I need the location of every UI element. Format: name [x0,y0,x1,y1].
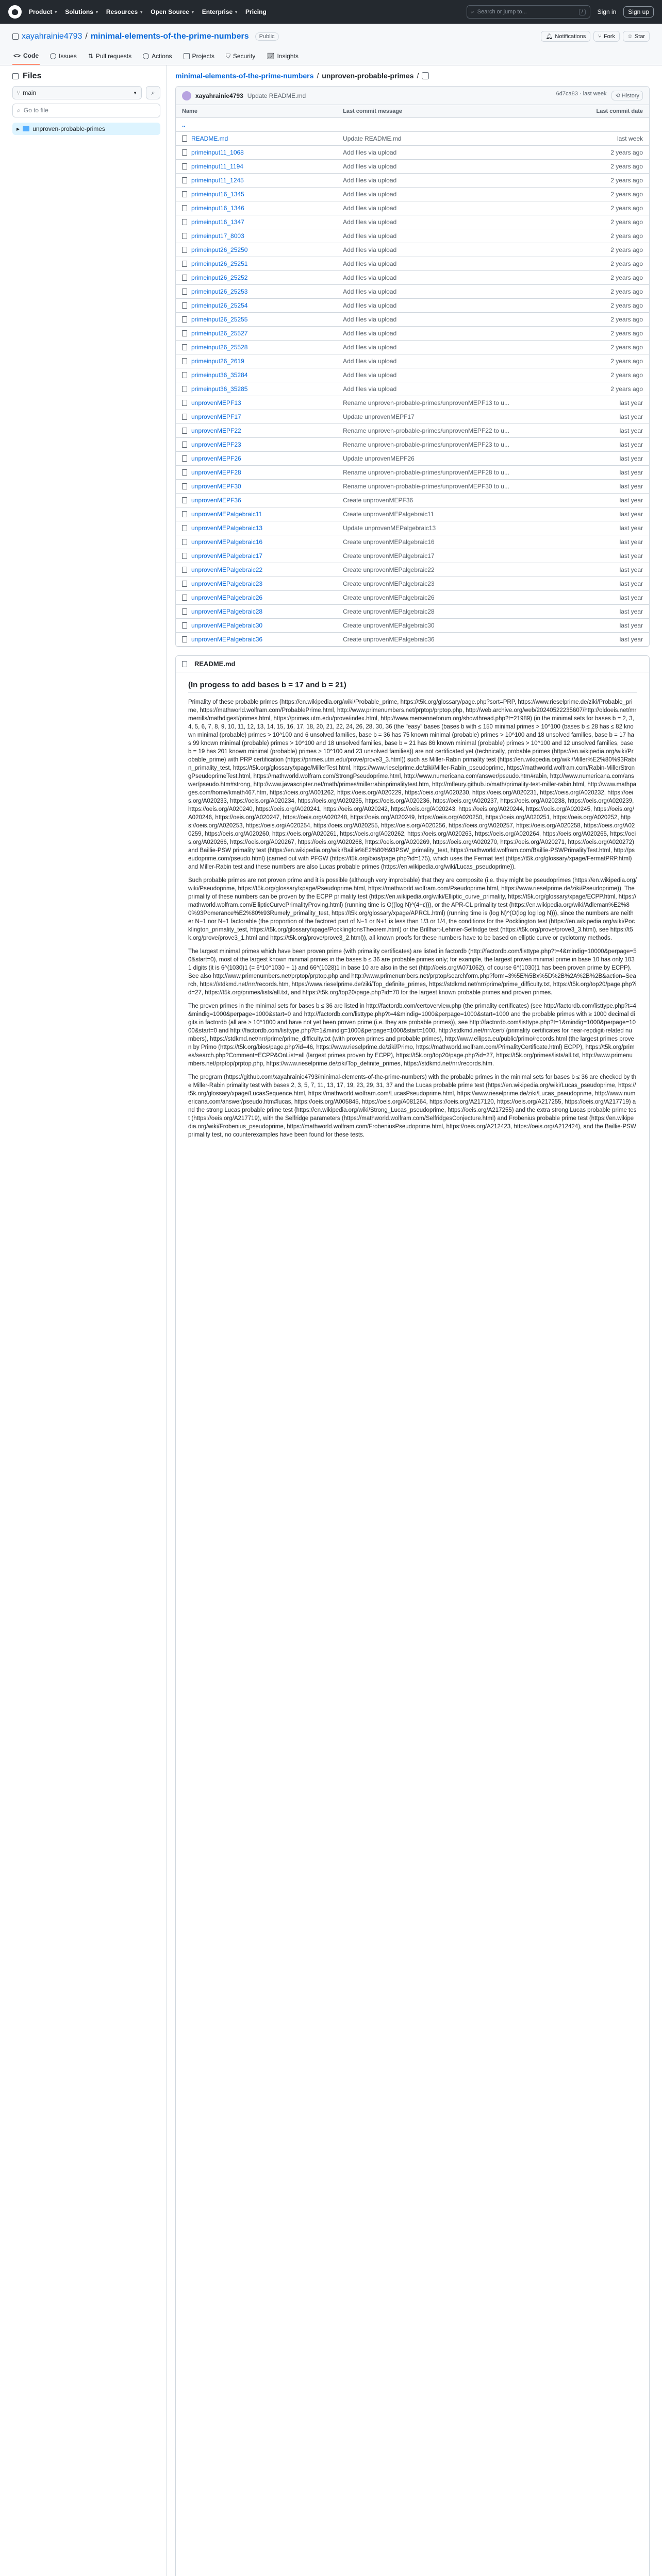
file-name-cell[interactable]: unprovenMEPF22 [176,424,337,438]
file-icon [182,567,187,573]
commit-message-cell[interactable]: Add files via upload [337,160,545,174]
shield-icon: ⛉ [225,52,230,60]
table-row[interactable] [176,466,649,480]
file-name-cell[interactable]: primeinput11_1245 [176,174,337,188]
repo-owner-link[interactable]: xayahrainie4793 [22,31,82,41]
notifications-button[interactable]: 🔔︎ Notifications [541,31,590,42]
top-nav [29,8,267,15]
go-to-file-input[interactable]: ⌕ Go to file [12,104,160,117]
commit-message-cell[interactable]: Rename unproven-probable-primes/unprovenMEPF13 to u... [337,396,545,410]
file-icon [182,469,187,476]
latest-commit-bar [176,87,649,105]
file-name-cell[interactable]: primeinput16_1345 [176,188,337,201]
sign-in-link[interactable]: Sign in [597,8,617,15]
commit-date-cell: last year [545,521,649,535]
commit-date-cell: 2 years ago [545,341,649,354]
history-icon: ⟲ [615,93,622,99]
file-icon [182,581,187,587]
table-row[interactable] [176,201,649,215]
search-button[interactable] [146,86,160,99]
file-name-cell[interactable]: primeinput11_1068 [176,146,337,160]
repo-header [0,24,662,65]
file-icon [182,636,187,642]
file-name-cell[interactable]: unprovenMEPalgebraic26 [176,591,337,605]
file-name-cell[interactable]: primeinput26_2619 [176,354,337,368]
search-icon: ⌕ [151,89,155,96]
tab-issues[interactable]: Issues [49,48,78,65]
table-row[interactable] [176,146,649,160]
file-name-cell[interactable]: unprovenMEPalgebraic17 [176,549,337,563]
sign-up-button[interactable]: Sign up [623,6,654,18]
tab-actions[interactable]: Actions [142,48,173,65]
table-row[interactable] [176,507,649,521]
commit-message-cell[interactable]: Create unprovenMEPalgebraic22 [337,563,545,577]
nav-open-source[interactable]: Open Source ▼ [151,8,195,15]
search-shortcut-hint: / [579,9,586,15]
tab-projects[interactable]: Projects [183,48,216,65]
commit-message-cell[interactable]: Create unprovenMEPalgebraic26 [337,591,545,605]
file-icon [182,358,187,364]
commit-date-cell: 2 years ago [545,229,649,243]
file-name-cell[interactable]: primeinput36_35285 [176,382,337,396]
table-row[interactable] [176,396,649,410]
file-icon [182,316,187,323]
file-icon [182,330,187,336]
commit-author[interactable]: xayahrainie4793 [195,92,243,99]
folder-icon [23,126,29,131]
file-name-cell[interactable]: primeinput26_25255 [176,313,337,327]
file-browser [175,86,650,647]
commit-date-cell: 2 years ago [545,382,649,396]
readme-paragraph: The proven primes in the minimal sets for bases b ≤ 36 are listed in http://factordb.com/certoverview.php (the primality certificates) (see http://factordb.com/listtype.php?t=4&mindig=1000&perpage=1000&start=0 and http://factordb.com/listtype.php?t=4&mindig=1000&perpage=1000&start=1000 and the probable primes with ≥ 1000 decimal digits in factordb (all are ≥ 10^1000 and have not yet been proven prime (i.e. they are probable primes)), see http://factordb.com/listtype.php?t=1&mindig=1000&perpage=1000&start=0 and http://factordb.com/listtype.php?t=1&mindig=1000&perpage=1000&start=1000, http://stdkmd.net/nrr/cert/ (primality certificates for near-repdigit-related numbers), https://stdkmd.net/nrr/prime/prime_difficulty.txt (with proven primes and probable primes), http://www.ellipsa.eu/public/primo/records.html (the largest primes proven by Primo (https://t5k.org/bios/page.php?id=46, https://www.rieselprime.de/ziki/Primo, https://mathworld.wolfram.com/PrimalityCertificate.html) ECPP), https://t5k.org/primes/search.php?Comment=ECPP&OnList=all (largest primes proven by ECPP), https://t5k.org/top20/page.php?id=27, https://t5k.org/primes/lists/all.txt, http://www.primenumbers.net/prptop/prptop.php, https://www.rieselprime.de/ziki/Top_definite_primes, https://stdkmd.net/nrr/records.htm. [188,1003,636,1067]
file-name-cell[interactable]: unprovenMEPF30 [176,480,337,494]
file-icon [182,400,187,406]
file-name-cell[interactable]: primeinput26_25251 [176,257,337,271]
file-icon [182,302,187,309]
chevron-down-icon: ▼ [139,9,144,14]
commit-date-cell: last year [545,452,649,466]
file-name-cell[interactable]: primeinput16_1347 [176,215,337,229]
file-icon [182,483,187,489]
copy-path-icon[interactable] [422,72,429,79]
file-name-cell[interactable]: README.md [176,132,337,146]
file-icon [182,414,187,420]
file-icon [182,525,187,531]
table-row[interactable] [176,341,649,354]
commit-date-cell: last year [545,424,649,438]
file-icon [182,247,187,253]
search-icon: ⌕ [471,8,474,15]
file-icon [182,177,187,183]
commit-message-cell[interactable]: Add files via upload [337,313,545,327]
file-icon [182,372,187,378]
file-name-cell[interactable]: primeinput36_35284 [176,368,337,382]
readme-paragraph: Such probable primes are not proven prime and it is possible (although very improbable) that they are composite (i.e. they might be pseudoprimes (https://en.wikipedia.org/wiki/Pseudoprime, https://t5k.org/glossary/xpage/Pseudoprime.html, https://mathworld.wolfram.com/Pseudoprime.html, https://www.rieselprime.de/ziki/Pseudoprime)). The primality of these numbers can be proven by the ECPP primality test (https://en.wikipedia.org/wiki/Elliptic_curve_primality, https://t5k.org/glossary/xpage/ECPP.html, https://mathworld.wolfram.com/EllipticCurvePrimalityProving.html) (running time is O((log N)^(4+ε))), or the APR-CL primality test (https://en.wikipedia.org/wiki/Adleman%E2%80%93Pomerance%E2%80%93Rumely_primality_test, https://t5k.org/glossary/xpage/APRCL.html) (running time is (log N)^(O(log log log N))), since the numbers are neither N−1 nor N+1 factorable (the proportion of the factored part of N−1 or N+1 is less than 1/3 or 1/4, the conditions for the Pocklington test (https://en.wikipedia.org/wiki/Pocklington_primality_test, https://t5k.org/glossary/xpage/PocklingtonsTheorem.html) or the Brillhart-Lehmer-Selfridge test (https://t5k.org/prove/prove3_3.html), see https://t5k.org/prove/prove3_1.html and https://t5k.org/prove/prove3_2.html)), all known proofs for these numbers have to be based on elliptic curve or cyclotomy methods. [188,877,637,941]
issue-icon [50,53,56,59]
commit-message-cell[interactable]: Add files via upload [337,285,545,299]
table-row[interactable] [176,382,649,396]
commit-date-cell: last year [545,535,649,549]
file-icon [182,539,187,545]
repo-tabs [12,48,650,65]
visibility-badge: Public [255,32,279,41]
file-name-cell[interactable]: primeinput26_25250 [176,243,337,257]
table-row[interactable] [176,605,649,619]
branch-selector[interactable]: ⑂ main ▼ [12,86,142,99]
history-button[interactable]: ⟲ History [611,91,643,100]
table-row[interactable] [176,480,649,494]
file-icon [182,289,187,295]
bell-icon: 🔔︎ [545,33,553,40]
fork-button[interactable]: ⑂ Fork [593,31,620,42]
file-icon [182,595,187,601]
file-name-cell[interactable]: primeinput26_25528 [176,341,337,354]
commit-date-cell: 2 years ago [545,368,649,382]
commit-date-cell: last year [545,410,649,424]
commit-message-cell[interactable]: Add files via upload [337,354,545,368]
tree-item-folder[interactable]: ▶ unproven-probable-primes [12,123,160,135]
commit-date-cell: 2 years ago [545,174,649,188]
file-name-cell[interactable]: primeinput16_1346 [176,201,337,215]
file-name-cell[interactable]: primeinput17_8003 [176,229,337,243]
file-name-cell[interactable]: unprovenMEPF13 [176,396,337,410]
commit-message-cell[interactable]: Add files via upload [337,215,545,229]
file-icon [182,511,187,517]
nav-resources[interactable]: Resources ▼ [106,8,144,15]
commit-message-cell[interactable]: Add files via upload [337,257,545,271]
file-icon [182,149,187,156]
commit-date-cell: 2 years ago [545,160,649,174]
sidebar-title: Files [12,72,160,86]
file-icon [182,428,187,434]
file-name-cell[interactable]: unprovenMEPalgebraic23 [176,577,337,591]
commit-message-cell[interactable]: Create unprovenMEPalgebraic28 [337,605,545,619]
file-name-cell[interactable]: primeinput11_1194 [176,160,337,174]
commit-date-cell: 2 years ago [545,354,649,368]
commit-date-cell: 2 years ago [545,188,649,201]
file-icon [182,608,187,615]
file-table [176,105,649,647]
table-row[interactable] [176,188,649,201]
commit-date-cell: last year [545,563,649,577]
commit-message-cell[interactable]: Add files via upload [337,341,545,354]
commit-message-cell[interactable]: Create unprovenMEPalgebraic16 [337,535,545,549]
file-icon [182,219,187,225]
file-icon [182,261,187,267]
file-name-cell[interactable]: unprovenMEPF36 [176,494,337,507]
tab-code[interactable]: <> Code [12,48,40,65]
commit-date-cell: last year [545,396,649,410]
commit-message-cell[interactable]: Create unprovenMEPalgebraic11 [337,507,545,521]
repo-icon [12,33,19,40]
commit-message-cell[interactable]: Add files via upload [337,382,545,396]
commit-date-cell: last year [545,619,649,633]
table-row[interactable] [176,410,649,424]
commit-date-cell: last year [545,591,649,605]
file-name-cell[interactable]: primeinput26_25254 [176,299,337,313]
file-name-cell[interactable]: primeinput26_25527 [176,327,337,341]
table-row[interactable] [176,160,649,174]
file-name-cell[interactable]: unprovenMEPalgebraic11 [176,507,337,521]
avatar [182,91,191,100]
file-icon [182,344,187,350]
table-row[interactable] [176,452,649,466]
file-name-cell[interactable]: unprovenMEPalgebraic36 [176,633,337,647]
commit-message-cell[interactable]: Update README.md [337,132,545,146]
table-row[interactable] [176,438,649,452]
pull-request-icon: ⇅ [88,53,93,60]
content-layout [0,65,662,2576]
chevron-down-icon: ▼ [234,9,239,14]
table-row[interactable] [176,521,649,535]
commit-message-cell[interactable]: Rename unproven-probable-primes/unprovenMEPF28 to u... [337,466,545,480]
table-row[interactable] [176,299,649,313]
commit-message-cell[interactable]: Update unprovenMEPF26 [337,452,545,466]
commit-date-cell: last year [545,549,649,563]
table-row[interactable] [176,535,649,549]
chevron-right-icon: ▶ [16,126,20,131]
github-logo-icon[interactable] [8,5,22,19]
commit-message-cell[interactable]: Add files via upload [337,146,545,160]
sidebar-collapse-icon[interactable] [12,73,19,79]
star-icon: ☆ [627,33,633,40]
commit-message-cell[interactable]: Create unprovenMEPalgebraic36 [337,633,545,647]
commit-date-cell: 2 years ago [545,243,649,257]
commit-date-cell: last year [545,438,649,452]
file-icon [182,622,187,629]
commit-date-cell: last year [545,507,649,521]
file-tree-sidebar [12,65,167,2576]
chevron-down-icon: ▼ [94,9,99,14]
commit-date-cell: last year [545,633,649,647]
table-row[interactable] [176,327,649,341]
commit-date-cell: 2 years ago [545,299,649,313]
commit-message-cell[interactable]: Add files via upload [337,174,545,188]
table-row[interactable] [176,285,649,299]
table-row[interactable] [176,243,649,257]
table-row[interactable] [176,619,649,633]
readme-content [176,672,649,2576]
table-row[interactable] [176,494,649,507]
table-row[interactable] [176,549,649,563]
file-name-cell[interactable]: unprovenMEPalgebraic30 [176,619,337,633]
file-name-cell[interactable]: unprovenMEPF28 [176,466,337,480]
file-icon [182,497,187,503]
parent-directory-row[interactable]: .. [176,118,649,132]
commit-message-cell[interactable]: Rename unproven-probable-primes/unprovenMEPF30 to u... [337,480,545,494]
commit-message-cell[interactable]: Create unprovenMEPalgebraic30 [337,619,545,633]
file-icon [182,455,187,462]
commit-message-cell[interactable]: Add files via upload [337,271,545,285]
commit-message-cell[interactable]: Rename unproven-probable-primes/unprovenMEPF22 to u... [337,424,545,438]
commit-message-cell[interactable]: Add files via upload [337,229,545,243]
file-name-cell[interactable]: unprovenMEPF26 [176,452,337,466]
tab-insights[interactable]: 📈︎ Insights [267,53,299,60]
commit-date-cell: 2 years ago [545,257,649,271]
table-row[interactable] [176,132,649,146]
file-icon [182,442,187,448]
tab-pull-requests[interactable]: ⇅ Pull requests [88,53,132,60]
table-row[interactable] [176,215,649,229]
commit-message-cell[interactable]: Update unprovenMEPalgebraic13 [337,521,545,535]
chevron-down-icon: ▼ [54,9,58,14]
play-icon [143,53,149,59]
file-name-cell[interactable]: unprovenMEPalgebraic22 [176,563,337,577]
file-name-cell[interactable]: primeinput26_25253 [176,285,337,299]
commit-date-cell: last year [545,605,649,619]
commit-message-cell[interactable]: Add files via upload [337,368,545,382]
commit-date-cell: last year [545,494,649,507]
global-header [0,0,662,24]
nav-product[interactable]: Product ▼ [29,8,58,15]
table-row[interactable] [176,591,649,605]
commit-date-cell: 2 years ago [545,313,649,327]
table-row[interactable] [176,174,649,188]
table-row[interactable] [176,368,649,382]
file-icon [182,661,187,667]
nav-solutions[interactable]: Solutions ▼ [65,8,99,15]
file-icon [182,191,187,197]
column-header-date: Last commit date [545,105,649,118]
file-icon [182,275,187,281]
tab-security[interactable]: ⛉ Security [225,52,256,60]
commit-message-cell[interactable]: Create unprovenMEPF36 [337,494,545,507]
commit-message-cell[interactable]: Add files via upload [337,201,545,215]
commit-date-cell: last year [545,480,649,494]
breadcrumb: minimal-elements-of-the-prime-numbers / unproven-probable-primes / [175,72,650,80]
table-row[interactable] [176,424,649,438]
commit-date-cell: 2 years ago [545,271,649,285]
table-row[interactable] [176,257,649,271]
code-icon: <> [13,52,21,59]
commit-message-cell[interactable]: Add files via upload [337,299,545,313]
fork-icon: ⑂ [598,33,602,40]
readme-paragraph: The program (https://github.com/xayahrainie4793/minimal-elements-of-the-prime-numbers) with the probable primes in the minimal sets for bases b ≤ 36 are checked by the Miller-Rabin primality test with bases 2, 3, 5, 7, 11, 13, 17, 19, 23, 29, 31, 37 and the Lucas probable prime test (https://en.wikipedia.org/wiki/Lucas_pseudoprime, https://t5k.org/glossary/xpage/LucasSequence.html, https://mathworld.wolfram.com/LucasPseudoprime.html, https://www.rieselprime.de/ziki/Lucas_pseudoprime, http://www.numericana.com/answer/pseudo.htm#lucas, https://oeis.org/A005845, https://oeis.org/A081264, https://oeis.org/A217120, https://oeis.org/A217255, https://oeis.org/A217719) and the strong Lucas probable prime test (https://en.wikipedia.org/wiki/Strong_Lucas_pseudoprime, https://oeis.org/A217255) and the extra strong Lucas probable prime test (https://oeis.org/A217719), with the Selfridge parameters (https://mathworld.wolfram.com/SelfridgesConjecture.html) and Frobenius probable prime test (https://en.wikipedia.org/wiki/Frobenius_pseudoprime, https://mathworld.wolfram.com/FrobeniusPseudoprime.html, https://oeis.org/A212423, https://oeis.org/A212424), and the Baillie-PSW primality test, no counterexamples have been found for these tests. [188,1074,637,1138]
commit-date-cell: last year [545,466,649,480]
search-icon: ⌕ [17,107,21,114]
breadcrumb-repo-link[interactable]: minimal-elements-of-the-prime-numbers [175,72,314,80]
column-header-message: Last commit message [337,105,545,118]
file-icon [182,135,187,142]
readme-paragraph: Primality of these probable primes (https://en.wikipedia.org/wiki/Probable_prime, https://t5k.org/glossary/page.php?sort=PRP, https://www.rieselprime.de/ziki/Probable_prime, https://mathworld.wolfram.com/ProbablePrime.html, http://www.primenumbers.net/prptop/prptop.php, http://web.archive.org/web/20240522235607/http://oldoeis.net/mrmerrills/mathdigest/primes.html, https://primes.utm.edu/prove/index.html, http://www.mersenneforum.org/showthread.php?t=21989) (in the minimal sets for bases b = 2, 3, 4, 5, 6, 7, 8, 9, 10, 11, 12, 13, 14, 15, 16, 17, 18, 20, 21, 22, 24, 26, 28, 30, 36 (the "easy" bases (bases b with ≤ 150 minimal primes > 10^100 (bases b ≤ 28 has ≤ 82 known minimal (probable) primes > 10^100 and 6 unsolved families, base b = 36 has 75 known minimal (probable) primes > 10^100 and 18 unsolved families, base b = 17 has 99 known minimal (probable) primes > 10^100 and 18 unsolved families, base b = 21 has 86 known minimal (probable) primes > 10^100 and 12 unsolved families, base b = 19 has 201 known minimal (probable) primes > 10^100 and 23 unsolved families)) are not certificated yet (technically, probable primes (https://en.wikipedia.org/wiki/Probable_prime) with PRP certification (https://primes.utm.edu/prove/prove3_3.html)) such as Miller-Rabin primality test (https://en.wikipedia.org/wiki/Miller%E2%80%93Rabin_primality_test, https://t5k.org/glossary/xpage/MillerTest.html, https://www.rieselprime.de/ziki/Miller-Rabin_pseudoprime, https://mathworld.wolfram.com/Rabin-MillerStrongPseudoprimeTest.html, https://mathworld.wolfram.com/StrongPseudoprime.html, http://www.numericana.com/answer/pseudo.htm#rabin, http://www.numericana.com/answer/pseudo.htm#strong, http://www.javascripter.net/math/primes/millerrabinprimalitytest.htm, http://mfleury.github.io/math/primality-test-miller-rabin.html, http://www.mathpages.com/home/kmath467.htm, https://oeis.org/A001262, https://oeis.org/A020229, https://oeis.org/A020230, https://oeis.org/A020231, https://oeis.org/A020232, https://oeis.org/A020233, https://oeis.org/A020234, https://oeis.org/A020235, https://oeis.org/A020236, https://oeis.org/A020237, https://oeis.org/A020238, https://oeis.org/A020239, https://oeis.org/A020240, https://oeis.org/A020241, https://oeis.org/A020242, https://oeis.org/A020243, https://oeis.org/A020244, https://oeis.org/A020245, https://oeis.org/A020246, https://oeis.org/A020247, https://oeis.org/A020248, https://oeis.org/A020249, https://oeis.org/A020250, https://oeis.org/A020251, https://oeis.org/A020252, https://oeis.org/A020253, https://oeis.org/A020254, https://oeis.org/A020255, https://oeis.org/A020256, https://oeis.org/A020257, https://oeis.org/A020258, https://oeis.org/A020259, https://oeis.org/A020260, https://oeis.org/A020261, https://oeis.org/A020262, https://oeis.org/A020263, https://oeis.org/A020264, https://oeis.org/A020265, https://oeis.org/A020266, https://oeis.org/A020267, https://oeis.org/A020268, https://oeis.org/A020269, https://oeis.org/A020270, https://oeis.org/A020271, https://oeis.org/A020272) and Baillie-PSW primality test (https://en.wikipedia.org/wiki/Baillie%E2%80%93PSW_primality_test, https://mathworld.wolfram.com/Baillie-PSWPrimalityTest.html, http://pseudoprime.com/pseudo.html) (carried out with PFGW (https://t5k.org/bios/page.php?id=175), which uses the Fermat test (https://t5k.org/glossary/xpage/FermatPRP.html) and Miller-Rabin test and these numbers are also Lucas probable primes (https://en.wikipedia.org/wiki/Lucas_pseudoprime)). [188,699,637,870]
main-content [167,65,650,2576]
file-name-cell[interactable]: unprovenMEPalgebraic13 [176,521,337,535]
file-icon [182,386,187,392]
commit-message-cell[interactable]: Create unprovenMEPalgebraic17 [337,549,545,563]
commit-message-cell[interactable]: Add files via upload [337,188,545,201]
commit-date-cell: 2 years ago [545,285,649,299]
commit-message-cell[interactable]: Rename unproven-probable-primes/unprovenMEPF23 to u... [337,438,545,452]
chevron-down-icon: ▼ [190,9,195,14]
commit-date-cell: 2 years ago [545,146,649,160]
commit-date-cell: 2 years ago [545,201,649,215]
file-name-cell[interactable]: primeinput26_25252 [176,271,337,285]
file-icon [182,205,187,211]
chevron-down-icon: ▼ [133,90,137,95]
file-name-cell[interactable]: unprovenMEPalgebraic16 [176,535,337,549]
file-name-cell[interactable]: unprovenMEPF23 [176,438,337,452]
file-name-cell[interactable]: unprovenMEPalgebraic28 [176,605,337,619]
commit-message[interactable]: Update README.md [247,92,306,99]
commit-date-cell: last week [545,132,649,146]
repo-title: xayahrainie4793 / minimal-elements-of-the-prime-numbers Public 🔔︎ Notifications ⑂ Fork ☆ Star [12,31,650,42]
repo-name-link[interactable]: minimal-elements-of-the-prime-numbers [90,31,249,41]
commit-message-cell[interactable]: Add files via upload [337,243,545,257]
star-button[interactable]: ☆ Star [623,31,650,42]
file-icon [182,163,187,170]
table-row[interactable] [176,354,649,368]
breadcrumb-current: unproven-probable-primes [322,72,414,80]
commit-date-cell: last year [545,577,649,591]
commit-date-cell: 2 years ago [545,215,649,229]
table-row[interactable] [176,313,649,327]
file-name-cell[interactable]: unprovenMEPF17 [176,410,337,424]
table-row[interactable] [176,563,649,577]
nav-enterprise[interactable]: Enterprise ▼ [202,8,239,15]
table-row[interactable] [176,633,649,647]
global-search-input[interactable]: ⌕ Search or jump to... / [467,5,590,19]
readme-panel [175,655,650,2576]
commit-message-cell[interactable]: Add files via upload [337,327,545,341]
repo-actions [541,31,650,42]
commit-message-cell[interactable]: Update unprovenMEPF17 [337,410,545,424]
readme-paragraph: The largest minimal primes which have been proven prime (with primality certificates) are listed in factordb (http://factordb.com/listtype.php?t=4&mindig=10000&perpage=50&start=0), most of the largest known minimal primes in the bases b ≤ 36 are probable primes only; for example, the largest proven minimal prime in base 10 has only 1031 digits (it is 6^(1030)1 (= 6*10^1030 + 1) and 66^(1028)1 in base 10 are also in the set (http://oeis.org/A071062), of course 6^(1030)1 has been proven prime by ECPP). See also http://www.primenumbers.net/prptop/prptop.php and http://www.primenumbers.net/prptop/searchform.php?form=3%5E%5Bx%5D%2B%2A%2B%2B&action=Search, https://stdkmd.net/nrr/records.htm, https://www.rieselprime.de/ziki/Top_definite_primes, https://stdkmd.net/nrr/prime/prime_difficulty.txt, https://t5k.org/top20/page.php?id=27, https://t5k.org/primes/lists/all.txt, and https://t5k.org/top20/page.php?id=70 for the largest known probable primes and proven primes. [188,948,637,996]
graph-icon: 📈︎ [267,53,275,60]
column-header-name: Name [176,105,337,118]
commit-message-cell[interactable]: Create unprovenMEPalgebraic23 [337,577,545,591]
commit-date-cell: 2 years ago [545,327,649,341]
table-row[interactable] [176,577,649,591]
table-row[interactable] [176,229,649,243]
table-icon [184,53,190,59]
file-icon [182,553,187,559]
nav-pricing[interactable]: Pricing [245,8,267,15]
branch-icon: ⑂ [17,89,21,96]
file-icon [182,233,187,239]
commit-hash[interactable]: 6d7ca83 · last week [556,91,607,97]
readme-header: README.md [176,656,649,672]
table-row[interactable] [176,271,649,285]
readme-heading: (In progess to add bases b = 17 and b = 21) [188,681,637,693]
